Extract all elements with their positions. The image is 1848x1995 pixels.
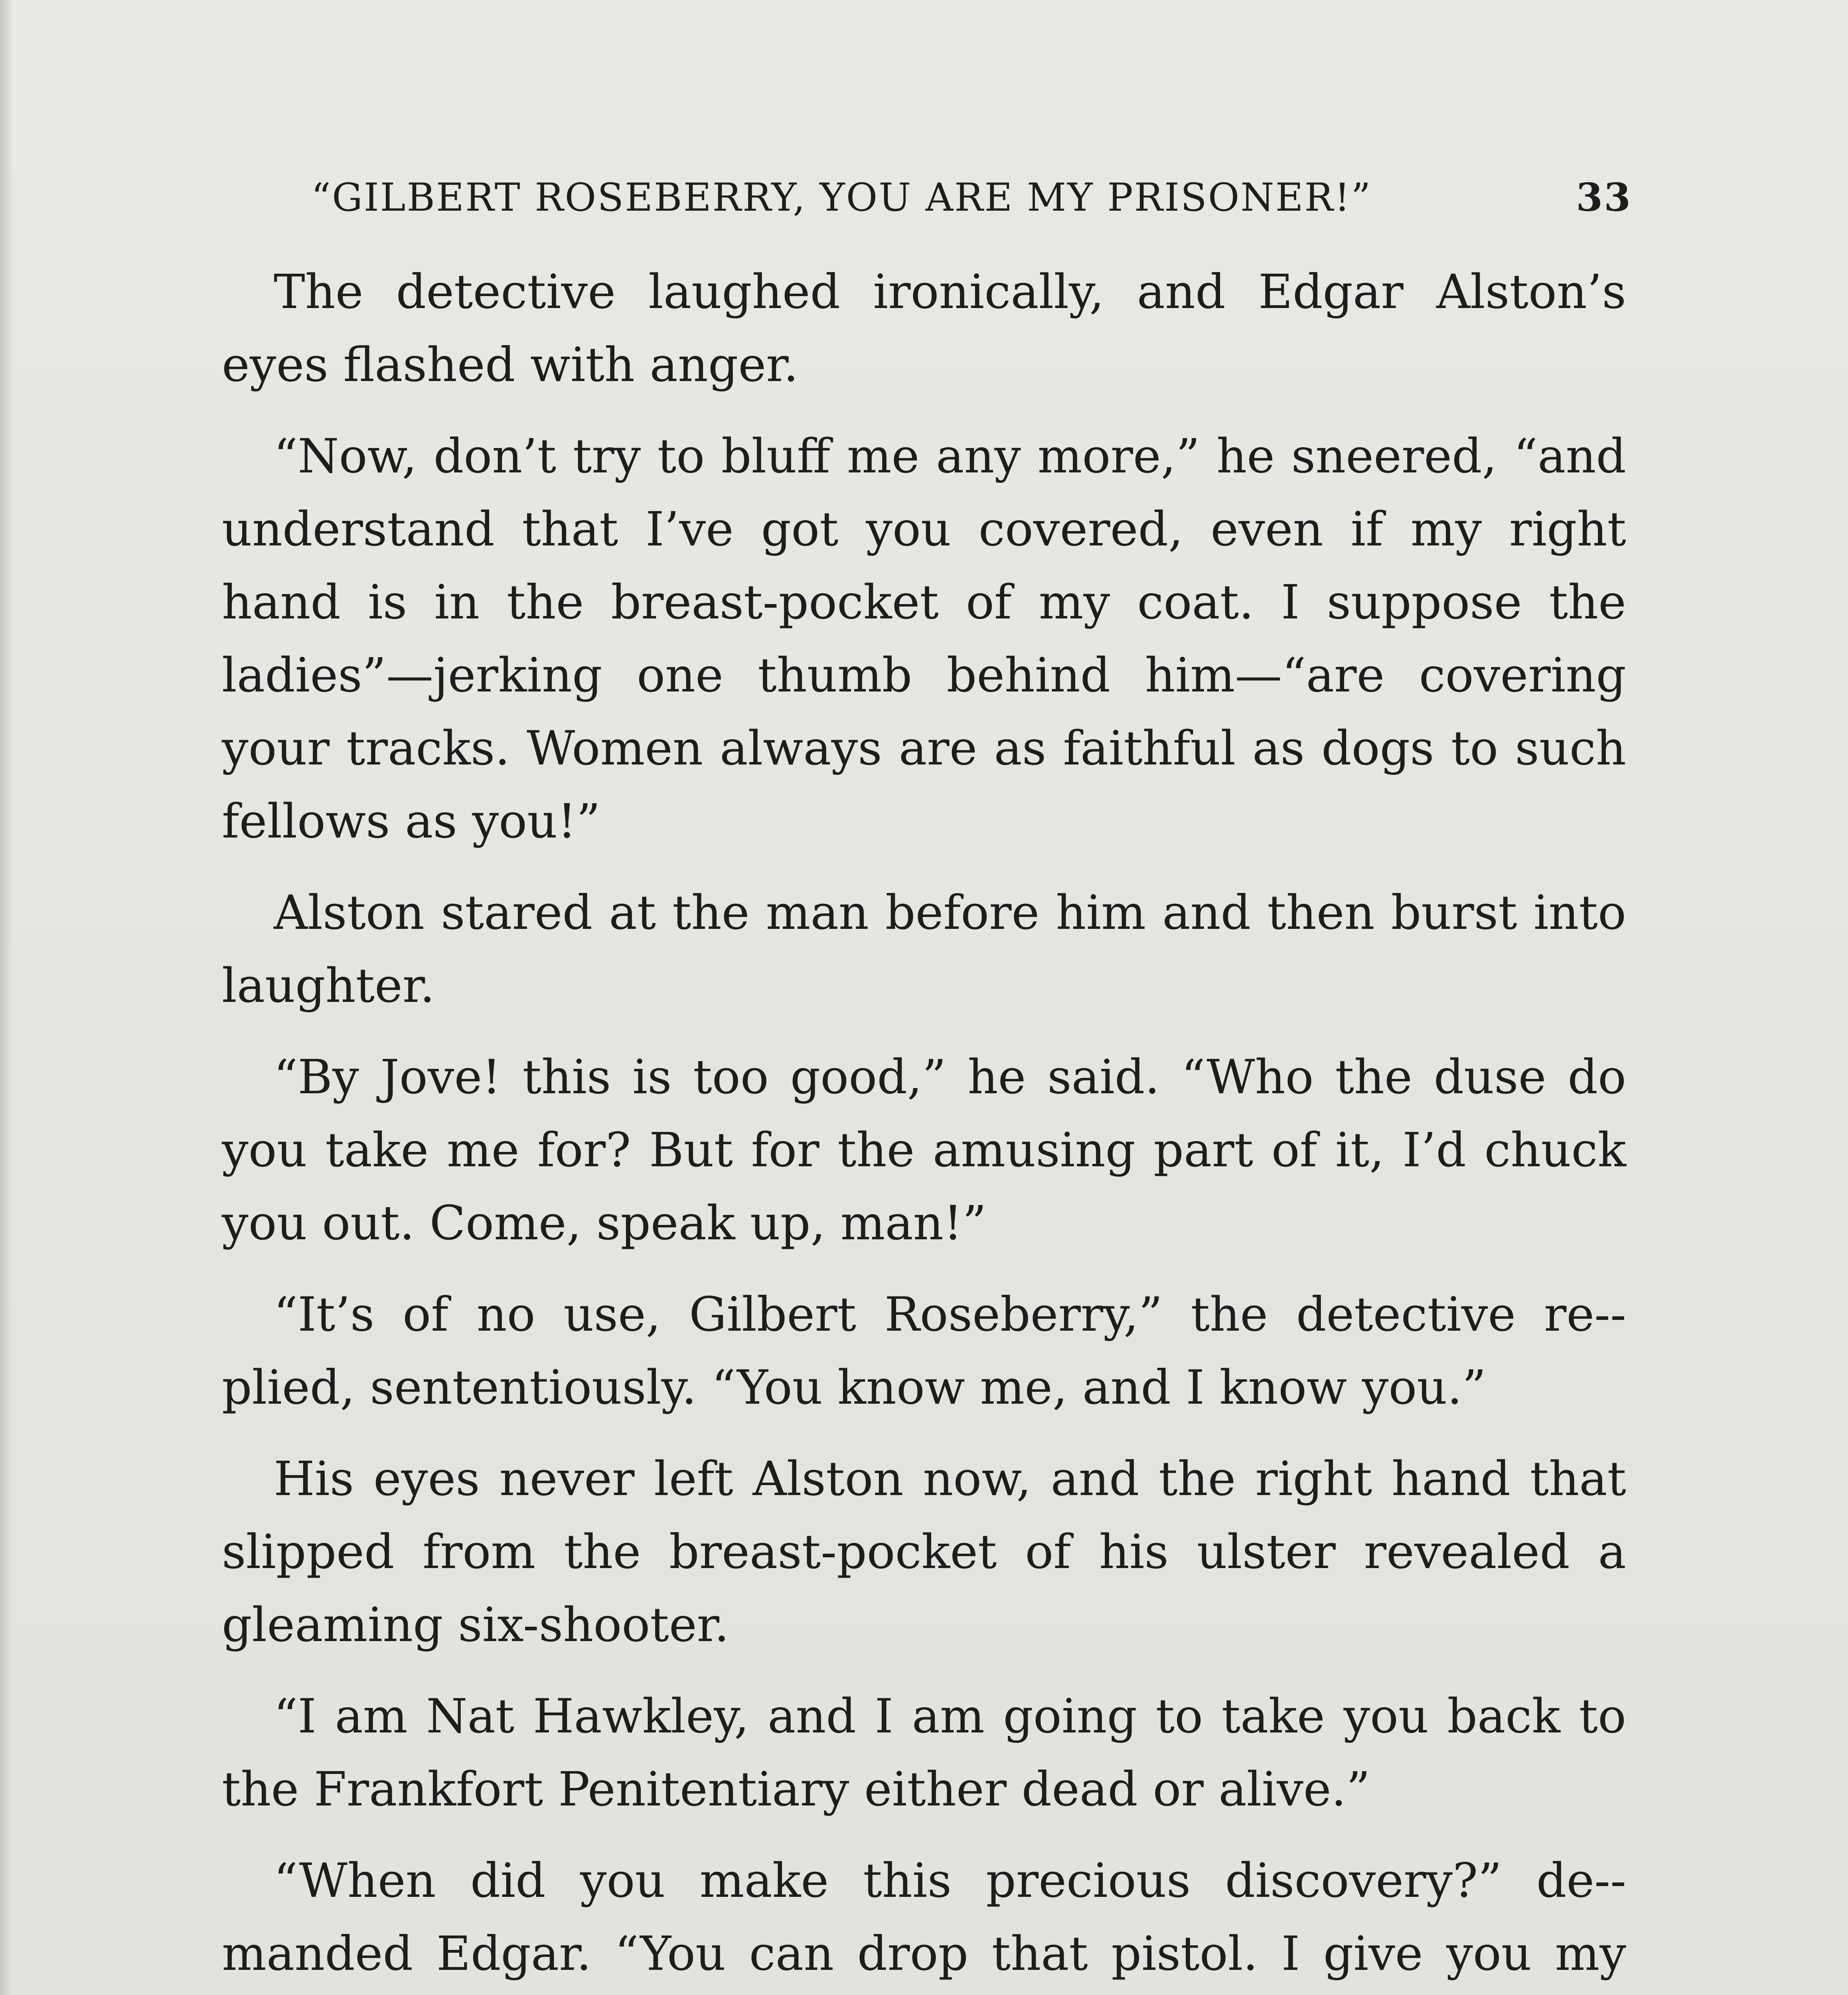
paragraph: “It’s of no use, Gilbert Roseberry,” the detective re-plied, sententiously. “You know me, and I know you.” [222,1287,1626,1415]
paragraph: Alston stared at the man before him and then burst into laughter. [222,885,1626,1013]
paragraph: His eyes never left Alston now, and the right hand that slipped from the breast-pocket of his ulster revealed a gleaming six-shooter. [222,1451,1626,1652]
running-head-title: “GILBERT ROSEBERRY, YOU ARE MY PRISONER!” [311,175,1372,220]
paragraph: “When did you make this precious discovery?” de-manded Edgar. “You can drop that pistol. I give you my [222,1853,1626,1981]
paragraph: “Now, don’t try to bluff me any more,” he sneered, “and understand that I’ve got you covered, even if my right hand is in the breast-pocket of my coat. I suppose the ladies”—jerking one thumb behind him—“are covering your tracks. Women always are as faithful as dogs to such fellows as you!” [222,429,1626,849]
paragraph: “I am Nat Hawkley, and I am going to take you back to the Frankfort Penitentiary either dead or alive.” [222,1689,1626,1817]
body-text [222,255,1626,1995]
running-head [311,172,1632,223]
paragraph: “By Jove! this is too good,” he said. “Who the duse do you take me for? But for the amusing part of it, I’d chuck you out. Come, speak up, man!” [222,1049,1626,1250]
page-number: 33 [1576,175,1632,220]
paragraph: The detective laughed ironically, and Edgar Alston’s eyes flashed with anger. [222,264,1626,392]
page-edge [0,0,12,1995]
